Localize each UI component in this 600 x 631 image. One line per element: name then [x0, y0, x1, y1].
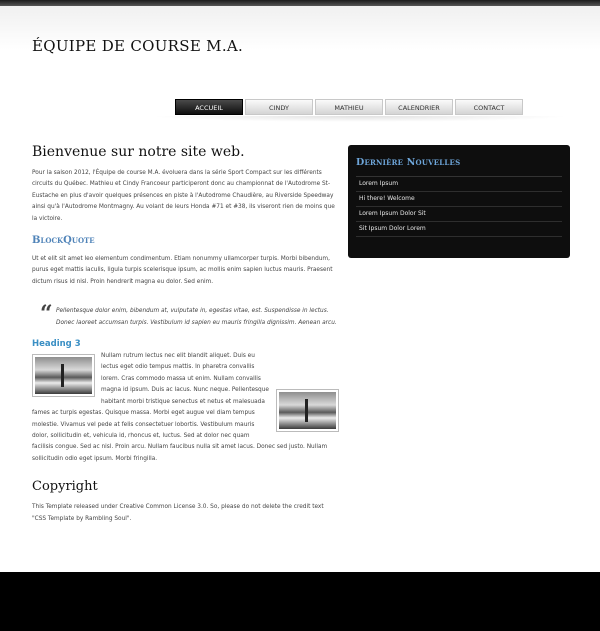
quote-mark-icon: “ [40, 301, 53, 328]
nav-item-calendrier[interactable]: CALENDRIER [385, 99, 453, 115]
heading3-section [32, 351, 339, 465]
nav-shadow [150, 116, 570, 122]
quote-text: Pellentesque dolor enim, bibendum at, vulputate in, egestas vitae, est. Suspendisse in lectus. Donec laoreet accumsan turpis. Vestibulum id sapien eu mauris fringilla dignissim. Aenean arcu. [56, 308, 337, 326]
blockquote-heading: BlockQuote [32, 235, 95, 247]
nav-item-cindy[interactable]: CINDY [245, 99, 313, 115]
sidebar-item-lorem-dolor[interactable]: Lorem Ipsum Dolor Sit [356, 207, 562, 222]
welcome-heading: Bienvenue sur notre site web. [32, 144, 245, 160]
nav-item-mathieu[interactable]: MATHIEU [315, 99, 383, 115]
sidebar-news [348, 145, 570, 258]
copyright-heading: Copyright [32, 479, 98, 495]
heading3-paragraph: Nullam rutrum lectus nec elit blandit aliquet. Duis eu lectus eget odio tempus mattis. In pharetra convallis lorem. Cras commodo massa ut enim. Nullam convallis magna id ipsum. Duis ac lacus. Nunc neque. Pellentesque habitant morbi tristique senectus et netus et malesuada fames ac turpis egestas. Quisque massa. Morbi eget augue vel diam tempus molestie. Vivamus vel pede at felis consectetuer lobortis. Vestibulum mauris dolor, sollicitudin et, vehicula id, rhoncus et, luctus. Sed at dolor nec quam facilisis congue. Sed ac nisl. Proin arcu. Nullam faucibus nulla sit amet lacus. Donec sed justo. Nullam sollicitudin odio eget ipsum. Morbi fringilla. [32, 353, 328, 462]
copyright-paragraph: This Template released under Creative Common License 3.0. So, please do not delete the credit text "CSS Template by Rambling Soul". [32, 504, 324, 522]
nav-item-accueil[interactable]: ACCUEIL [175, 99, 243, 115]
intro-paragraph: Pour la saison 2012, l'Équipe de course M.A. évoluera dans la série Sport Compact sur les différents circuits du Québec. Mathieu et Cindy Francoeur participeront donc au championnat de l'Autodrome St-Eustache en plus d'avoir quelques présences en piste à l'Autodrome Chaudière, au Riverside Speedway ainsi qu'à l'Autodrome Montmagny. Au volant de leurs Honda #71 et #38, ils viseront rien de moins que la victoire. [32, 170, 335, 222]
photo-left-image [35, 357, 92, 394]
sidebar-item-welcome[interactable]: Hi there! Welcome [356, 192, 562, 207]
photo-right-image [279, 392, 336, 429]
heading-3: Heading 3 [32, 339, 81, 350]
nav-item-contact[interactable]: CONTACT [455, 99, 523, 115]
photo-right [276, 389, 339, 432]
main-content [32, 140, 339, 525]
lorem-paragraph: Ut et elit sit amet leo elementum condimentum. Etiam nonummy ullamcorper turpis. Morbi bibendum, purus eget mattis iaculis, ligula turpis scelerisque ipsum, ac mollis enim sapien luctus mauris. Praesent dictum risus id nisl. Proin hendrerit magna eu dolor. Sed enim. [32, 256, 333, 285]
sidebar-title: Dernière Nouvelles [356, 157, 461, 168]
site-title: ÉQUIPE DE COURSE M.A. [32, 37, 244, 55]
footer [0, 572, 600, 631]
sidebar-item-sit-ipsum[interactable]: Sit Ipsum Dolor Lorem [356, 222, 562, 237]
main-nav [175, 99, 525, 115]
photo-left [32, 354, 95, 397]
blockquote [40, 301, 339, 329]
sidebar-item-lorem-ipsum[interactable]: Lorem Ipsum [356, 177, 562, 192]
